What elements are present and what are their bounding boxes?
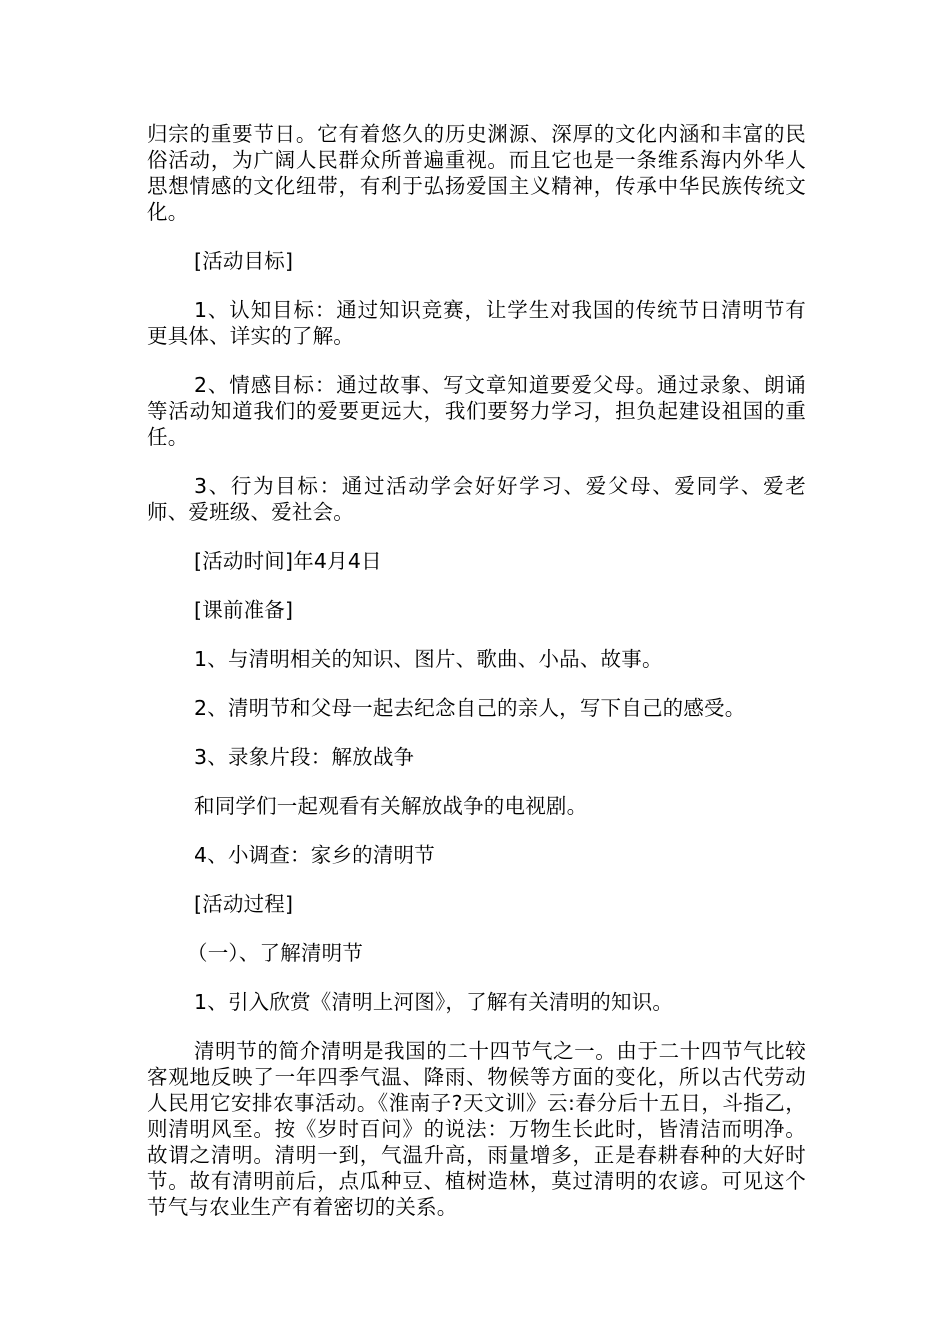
process-item-1: 1、引入欣赏《清明上河图》，了解有关清明的知识。 — [194, 990, 674, 1014]
prep-item-2: 2、清明节和父母一起去纪念自己的亲人，写下自己的感受。 — [194, 696, 746, 720]
section-heading-goals: [活动目标] — [194, 249, 294, 273]
prep-item-3: 3、录象片段：解放战争 — [194, 745, 415, 769]
goal-behavior: 3、行为目标：通过活动学会好好学习、爱父母、爱同学、爱老师、爱班级、爱社会。 — [147, 474, 806, 524]
goal-cognitive: 1、认知目标：通过知识竞赛，让学生对我国的传统节日清明节有更具体、详实的了解。 — [147, 298, 806, 348]
section-heading-preparation: [课前准备] — [194, 598, 294, 622]
subsection-heading-1: （一）、了解清明节 — [187, 941, 364, 965]
qingming-intro-paragraph: 清明节的简介清明是我国的二十四节气之一。由于二十四节气比较客观地反映了一年四季气温、降雨、物候等方面的变化，所以古代劳动人民用它安排农事活动。《淮南子?天文训》云:春分后十五日，斗指乙，则清明风至。按《岁时百问》的说法：万物生长此时，皆清洁而明净。故谓之清明。清明一到，气温升高，雨量增多，正是春耕春种的大好时节。故有清明前后，点瓜种豆、植树造林，莫过清明的农谚。可见这个节气与农业生产有着密切的关系。 — [147, 1039, 806, 1219]
prep-note: 和同学们一起观看有关解放战争的电视剧。 — [194, 794, 588, 818]
section-heading-process: [活动过程] — [194, 892, 294, 916]
prep-item-1: 1、与清明相关的知识、图片、歌曲、小品、故事。 — [194, 647, 663, 671]
section-heading-time: [活动时间]年4月4日 — [194, 549, 382, 573]
goal-emotional: 2、情感目标：通过故事、写文章知道要爱父母。通过录象、朗诵等活动知道我们的爱要更远大，我们要努力学习，担负起建设祖国的重任。 — [147, 373, 806, 449]
prep-item-4: 4、小调查：家乡的清明节 — [194, 843, 435, 867]
intro-paragraph: 归宗的重要节日。它有着悠久的历史渊源、深厚的文化内涵和丰富的民俗活动，为广阔人民群众所普遍重视。而且它也是一条维系海内外华人思想情感的文化纽带，有利于弘扬爱国主义精神，传承中华民族传统文化。 — [147, 122, 806, 224]
